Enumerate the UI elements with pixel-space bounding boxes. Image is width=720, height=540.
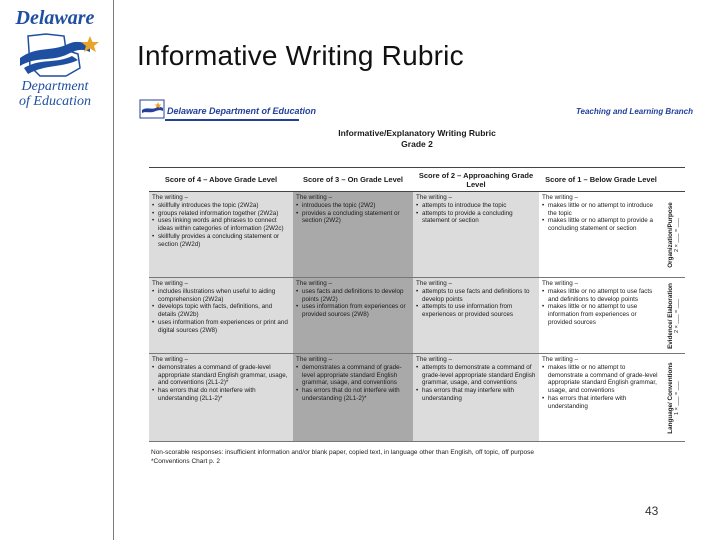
row-score-formula: 2 × ___ = ___ [674, 298, 680, 333]
conventions-note: *Conventions Chart p. 2 [151, 458, 221, 465]
criteria-item: • uses linking words and phrases to connect ideas within categories of information (2W2c) [152, 217, 290, 233]
criteria-list [152, 288, 290, 335]
criteria-list [296, 364, 410, 403]
criteria-item: • makes little or no attempt to use information from experiences or provided sources [542, 303, 660, 326]
doc-header-logo [139, 98, 317, 120]
rubric-header-row [149, 168, 685, 192]
criteria-item: • develops topic with facts, definitions, and details (2W2b) [152, 303, 290, 319]
row-category [663, 192, 685, 278]
rubric-footnote [151, 448, 691, 466]
criteria-item: • provides a concluding statement or section (2W2) [296, 210, 410, 226]
criteria-item: • has errors that interfere with understanding [542, 395, 660, 411]
cell-lead-text: The writing – [152, 194, 189, 201]
rubric-cell [293, 354, 413, 442]
cell-lead-text: The writing – [152, 356, 189, 363]
criteria-item: • makes little or no attempt to use facts and definitions to develop points [542, 288, 660, 304]
page-number: 43 [645, 504, 659, 518]
logo-text-department: Department [21, 79, 89, 94]
logo-text-of-education: of Education [19, 94, 91, 109]
slide-title: Informative Writing Rubric [137, 40, 464, 71]
doc-header-rule [165, 119, 299, 121]
rubric-title-line1: Informative/Explanatory Writing Rubric [338, 128, 496, 138]
column-header: Score of 3 – On Grade Level [293, 168, 413, 192]
criteria-item: • attempts to use information from experiences or provided sources [416, 303, 536, 319]
rubric-row [149, 192, 685, 278]
rubric-cell [149, 278, 293, 354]
cell-lead-text: The writing – [416, 194, 453, 201]
rubric-title [137, 128, 697, 150]
rubric-row [149, 278, 685, 354]
criteria-item: • uses information from experiences or provided sources (2W8) [296, 303, 410, 319]
cell-lead-text: The writing – [542, 356, 579, 363]
criteria-list [416, 364, 536, 403]
criteria-item: • makes little or no attempt to provide a concluding statement or section [542, 217, 660, 233]
criteria-item: • has errors that do not interfere with understanding (2L1-2)* [152, 387, 290, 403]
rubric-cell [293, 192, 413, 278]
criteria-item: • attempts to introduce the topic [416, 202, 536, 210]
rubric-document [137, 96, 697, 476]
criteria-list [152, 202, 290, 249]
cell-lead-text: The writing – [542, 194, 579, 201]
rubric-cell [413, 354, 539, 442]
cell-lead-text: The writing – [416, 280, 453, 287]
criteria-item: • attempts to provide a concluding statement or section [416, 210, 536, 226]
criteria-item: • has errors that may interfere with understanding [416, 387, 536, 403]
criteria-item: • uses facts and definitions to develop points (2W2) [296, 288, 410, 304]
rubric-cell [149, 354, 293, 442]
criteria-list [416, 202, 536, 225]
criteria-item: • skillfully provides a concluding statement or section (2W2d) [152, 233, 290, 249]
rubric-cell [413, 192, 539, 278]
cell-lead-text: The writing – [296, 280, 333, 287]
row-category [663, 278, 685, 354]
row-category-name: Evidence/ Elaboration [667, 282, 674, 349]
row-category-name: Organization/Purpose [667, 201, 674, 268]
criteria-item: • demonstrates a command of grade-level appropriate standard English grammar, usage, and conventions (2L1-2)* [152, 364, 290, 387]
row-category-label [667, 202, 681, 267]
row-category [663, 354, 685, 442]
criteria-list [542, 364, 660, 411]
cell-lead-text: The writing – [542, 280, 579, 287]
cell-lead-text: The writing – [416, 356, 453, 363]
rubric-cell [539, 354, 663, 442]
rubric-cell [413, 278, 539, 354]
criteria-list [542, 202, 660, 233]
rubric-cell [539, 192, 663, 278]
rubric-cell [539, 278, 663, 354]
rubric-table [149, 167, 685, 442]
criteria-list [296, 202, 410, 225]
rubric-cell [149, 192, 293, 278]
doc-header-logo-text: Delaware Department of Education [167, 106, 317, 116]
criteria-item: • attempts to use facts and definitions to develop points [416, 288, 536, 304]
criteria-item: • skillfully introduces the topic (2W2a) [152, 202, 290, 210]
column-header: Score of 2 – Approaching Grade Level [413, 168, 539, 192]
column-header: Score of 4 – Above Grade Level [149, 168, 293, 192]
logo-text-delaware: Delaware [15, 7, 95, 29]
criteria-item: • attempts to demonstrate a command of grade-level appropriate standard English grammar, usage, and conventions [416, 364, 536, 387]
cell-lead-text: The writing – [296, 356, 333, 363]
rubric-row [149, 354, 685, 442]
row-category-label [667, 362, 681, 433]
criteria-item: • makes little or no attempt to demonstrate a command of grade-level appropriate standard English grammar, usage, and conventions [542, 364, 660, 395]
column-header: Score of 1 – Below Grade Level [539, 168, 663, 192]
rubric-title-line2: Grade 2 [401, 139, 433, 149]
criteria-list [416, 288, 536, 319]
row-category-name: Language/ Conventions [667, 361, 674, 434]
criteria-item: • introduces the topic (2W2) [296, 202, 410, 210]
criteria-item: • groups related information together (2W2a) [152, 210, 290, 218]
row-score-formula: 2 × ___ = ___ [674, 217, 680, 252]
criteria-list [296, 288, 410, 319]
criteria-item: • demonstrates a command of grade-level appropriate standard English grammar, usage, and conventions [296, 364, 410, 387]
criteria-item: • uses information from experiences or print and digital sources (2W8) [152, 319, 290, 335]
cell-lead-text: The writing – [296, 194, 333, 201]
column-header-empty [663, 168, 685, 192]
criteria-item: • includes illustrations when useful to aiding comprehension (2W2a) [152, 288, 290, 304]
doe-mini-logo-icon [139, 99, 165, 119]
criteria-list [542, 288, 660, 327]
criteria-item: • has errors that do not interfere with understanding (2L1-2)* [296, 387, 410, 403]
criteria-list [152, 364, 290, 403]
cell-lead-text: The writing – [152, 280, 189, 287]
criteria-item: • makes little or no attempt to introduce the topic [542, 202, 660, 218]
branch-label: Teaching and Learning Branch [575, 107, 693, 116]
non-scorable-note: Non-scorable responses: insufficient information and/or blank paper, copied text, in language other than English, off topic, off purpose [151, 449, 535, 456]
left-logo-strip [0, 0, 114, 540]
rubric-cell [293, 278, 413, 354]
row-category-label [667, 283, 681, 349]
row-score-formula: 1 × ___ = ___ [674, 380, 680, 415]
